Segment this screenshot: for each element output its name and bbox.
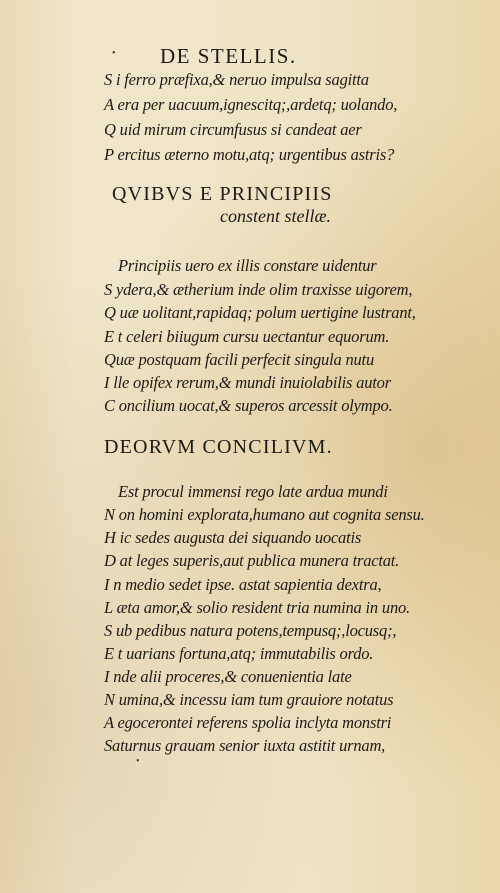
section-title: QVIBVS E PRINCIPIIS <box>112 183 333 205</box>
printers-mark: • <box>136 756 140 767</box>
running-head: DE STELLIS. <box>160 44 297 68</box>
verse-line: Principiis uero ex illis constare uidentur <box>118 256 377 275</box>
verse-line: S ub pedibus natura potens,tempusq;,locusq;, <box>104 621 397 640</box>
verse-line: Q uæ uolitant,rapidaq; polum uertigine lustrant, <box>104 303 416 322</box>
section-title: DEORVM CONCILIVM. <box>104 436 333 458</box>
verse-line: Q uid mirum circumfusus si candeat aer <box>104 120 362 139</box>
verse-line: S ydera,& ætherium inde olim traxisse uigorem, <box>104 280 413 299</box>
verse-line: A egocerontei referens spolia inclyta monstri <box>104 713 392 732</box>
verse-line: N umina,& incessu iam tum grauiore notatus <box>104 690 394 709</box>
verse-line: D at leges superis,aut publica munera tractat. <box>104 551 400 570</box>
verse-line: H ic sedes augusta dei siquando uocatis <box>104 528 362 547</box>
verse-line: E t celeri biiugum cursu uectantur equorum. <box>104 327 390 346</box>
verse-line: N on homini explorata,humano aut cognita sensu. <box>104 505 425 524</box>
verse-line: Est procul immensi rego late ardua mundi <box>118 482 388 501</box>
verse-line: I n medio sedet ipse. astat sapientia dextra, <box>104 575 382 594</box>
verse-line: I nde alii proceres,& conuenientia late <box>104 667 352 686</box>
verse-line: S i ferro præfixa,& neruo impulsa sagitta <box>104 70 369 89</box>
printers-mark: • <box>112 48 116 59</box>
verse-line: Saturnus grauam senior iuxta astitit urnam, <box>104 736 386 755</box>
verse-line: I lle opifex rerum,& mundi inuiolabilis autor <box>104 373 391 392</box>
section-subtitle: constent stellæ. <box>220 206 331 226</box>
verse-line: C oncilium uocat,& superos arcessit olympo. <box>104 396 393 415</box>
verse-line: P ercitus æterno motu,atq; urgentibus astris? <box>104 145 395 164</box>
show-through-text <box>430 60 500 460</box>
verse-line: A era per uacuum,ignescitq;,ardetq; uolando, <box>104 95 398 114</box>
verse-line: E t uarians fortuna,atq; immutabilis ordo. <box>104 644 374 663</box>
verse-line: L æta amor,& solio resident tria numina in uno. <box>104 598 410 617</box>
verse-line: Quæ postquam facili perfecit singula nutu <box>104 350 374 369</box>
